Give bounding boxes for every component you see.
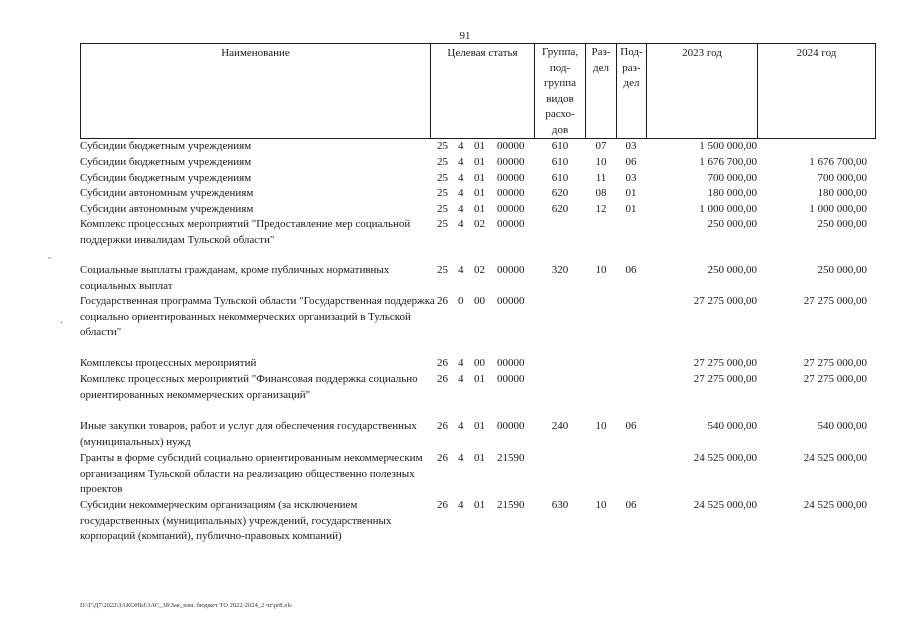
expense-group: 620 (551, 187, 569, 199)
target-article-type: 4 (458, 203, 464, 215)
target-article-program: 26 (437, 295, 448, 307)
subsection-code: 01 (625, 187, 637, 199)
target-article-type: 4 (458, 452, 464, 464)
header-divider (875, 43, 876, 139)
amount-2023: 180 000,00 (707, 187, 757, 199)
header-group-line: под- (549, 61, 571, 74)
header-group-line: Группа, (542, 46, 578, 58)
target-article-direction: 00000 (497, 264, 525, 276)
expense-group: 610 (551, 156, 569, 168)
target-article-program: 26 (437, 373, 448, 385)
target-article-subtype: 02 (474, 218, 485, 230)
target-article-subtype: 01 (474, 187, 485, 199)
table-header (80, 43, 876, 139)
target-article-direction: 21590 (497, 452, 525, 464)
target-article-direction: 00000 (497, 218, 525, 230)
header-group-line: расхо- (545, 108, 575, 120)
row-name: Комплексы процессных мероприятий (80, 357, 257, 369)
target-article-program: 25 (437, 203, 448, 215)
target-article-type: 4 (458, 140, 464, 152)
target-article-program: 25 (437, 264, 448, 276)
target-article-type: 4 (458, 264, 464, 276)
amount-2024: 27 275 000,00 (803, 357, 867, 369)
expense-group: 630 (551, 499, 569, 511)
amount-2024: 700 000,00 (817, 172, 867, 184)
target-article-direction: 00000 (497, 203, 525, 215)
amount-2023: 1 676 700,00 (699, 156, 757, 168)
header-subsection-line: раз- (622, 61, 641, 74)
target-article-program: 25 (437, 218, 448, 230)
target-article-program: 26 (437, 499, 448, 511)
target-article-program: 25 (437, 156, 448, 168)
section-code: 12 (595, 203, 607, 215)
target-article-program: 25 (437, 140, 448, 152)
section-code: 10 (595, 420, 607, 432)
target-article-program: 25 (437, 172, 448, 184)
target-article-program: 26 (437, 357, 448, 369)
amount-2023: 250 000,00 (707, 264, 757, 276)
target-article-subtype: 01 (474, 373, 485, 385)
amount-2024: 540 000,00 (817, 420, 867, 432)
row-name: Субсидии бюджетным учреждениям (80, 140, 252, 152)
target-article-type: 4 (458, 187, 464, 199)
target-article-subtype: 01 (474, 156, 485, 168)
row-name: Государственная программа Тульской области "Государственная поддержка социально ориентированных некоммерческих организаций в Тульской области" (80, 295, 435, 338)
amount-2023: 1 500 000,00 (699, 140, 757, 152)
amount-2023: 27 275 000,00 (693, 373, 757, 385)
amount-2023: 1 000 000,00 (699, 203, 757, 215)
amount-2023: 540 000,00 (707, 420, 757, 432)
target-article-direction: 00000 (497, 295, 525, 307)
amount-2023: 27 275 000,00 (693, 295, 757, 307)
target-article-direction: 00000 (497, 172, 525, 184)
subsection-code: 03 (625, 172, 637, 184)
amount-2024: 1 676 700,00 (809, 156, 867, 168)
header-target-article: Целевая статья (447, 47, 518, 59)
target-article-direction: 00000 (497, 187, 525, 199)
row-name: Субсидии некоммерческим организациям (за исключением государственных (муниципальных) учреждений, государственных корпораций (компаний), публично-правовых компаний) (80, 499, 392, 542)
expense-group: 610 (551, 140, 569, 152)
expense-group: 610 (551, 172, 569, 184)
section-code: 10 (595, 499, 607, 511)
header-group-line: дов (551, 123, 569, 136)
section-code: 10 (595, 156, 607, 168)
section-code: 08 (595, 187, 607, 199)
target-article-subtype: 01 (474, 499, 485, 511)
row-name: Субсидии автономным учреждениям (80, 203, 254, 215)
row-name: Субсидии бюджетным учреждениям (80, 172, 252, 184)
target-article-type: 4 (458, 357, 464, 369)
amount-2024: 1 000 000,00 (809, 203, 867, 215)
margin-mark: ˝ (48, 257, 52, 268)
row-name: Комплекс процессных мероприятий "Финансовая поддержка социально ориентированных некоммерческих организаций" (80, 373, 418, 401)
header-section (586, 45, 616, 76)
target-article-subtype: 01 (474, 172, 485, 184)
header-group-line: видов (546, 92, 574, 105)
target-article-direction: 00000 (497, 420, 525, 432)
header-group-line: группа (543, 77, 577, 89)
header-group (535, 45, 585, 138)
target-article-type: 4 (458, 156, 464, 168)
target-article-type: 4 (458, 373, 464, 385)
expense-group: 620 (551, 203, 569, 215)
subsection-code: 01 (625, 203, 637, 215)
row-name: Комплекс процессных мероприятий "Предоставление мер социальной поддержки инвалидам Тульской области" (80, 218, 411, 246)
subsection-code: 06 (625, 420, 637, 432)
target-article-program: 26 (437, 452, 448, 464)
target-article-direction: 21590 (497, 499, 525, 511)
margin-mark: · (60, 318, 64, 329)
expense-group: 320 (551, 264, 569, 276)
row-name: Социальные выплаты гражданам, кроме публичных нормативных социальных выплат (80, 264, 390, 292)
target-article-subtype: 01 (474, 203, 485, 215)
amount-2024: 180 000,00 (817, 187, 867, 199)
subsection-code: 03 (625, 140, 637, 152)
row-name: Субсидии бюджетным учреждениям (80, 156, 252, 168)
target-article-type: 0 (458, 295, 464, 307)
amount-2023: 700 000,00 (707, 172, 757, 184)
target-article-type: 4 (458, 420, 464, 432)
target-article-direction: 00000 (497, 140, 525, 152)
section-code: 07 (595, 140, 607, 152)
row-name: Гранты в форме субсидий социально ориентированным некоммерческим организациям Тульской области на реализацию общественно полезных проектов (80, 452, 423, 495)
amount-2024: 24 525 000,00 (803, 499, 867, 511)
target-article-subtype: 00 (474, 295, 485, 307)
target-article-subtype: 02 (474, 264, 485, 276)
header-name: Наименование (221, 47, 290, 59)
header-subsection-line: Под- (620, 46, 643, 58)
section-code: 11 (595, 172, 607, 184)
target-article-subtype: 01 (474, 140, 485, 152)
target-article-program: 26 (437, 420, 448, 432)
header-year-2024: 2024 год (796, 47, 837, 59)
amount-2023: 24 525 000,00 (693, 452, 757, 464)
target-article-type: 4 (458, 172, 464, 184)
section-code: 10 (595, 264, 607, 276)
expense-group: 240 (551, 420, 569, 432)
amount-2024: 27 275 000,00 (803, 373, 867, 385)
header-section-line: Раз- (591, 46, 611, 58)
amount-2023: 24 525 000,00 (693, 499, 757, 511)
target-article-direction: 00000 (497, 373, 525, 385)
header-section-line: дел (593, 61, 609, 74)
subsection-code: 06 (625, 499, 637, 511)
amount-2024: 27 275 000,00 (803, 295, 867, 307)
row-name: Иные закупки товаров, работ и услуг для обеспечения государственных (муниципальных) нужд (80, 420, 417, 448)
page-number: 91 (459, 30, 471, 42)
row-name: Субсидии автономным учреждениям (80, 187, 254, 199)
amount-2024: 250 000,00 (817, 218, 867, 230)
target-article-direction: 00000 (497, 357, 525, 369)
header-year-2023: 2023 год (682, 47, 722, 59)
subsection-code: 06 (625, 264, 637, 276)
amount-2024: 250 000,00 (817, 264, 867, 276)
file-path-footer: D:\Г\Д7\2022\ЗАКОНЫ\ЗАС_38\Зак_изм. бюджет ТО 2022-2024_2 чт\pr8.xls (80, 602, 292, 609)
amount-2023: 27 275 000,00 (693, 357, 757, 369)
target-article-subtype: 00 (474, 357, 485, 369)
header-subsection (617, 45, 646, 92)
subsection-code: 06 (625, 156, 637, 168)
target-article-program: 25 (437, 187, 448, 199)
header-subsection-line: дел (623, 77, 640, 89)
target-article-type: 4 (458, 499, 464, 511)
amount-2023: 250 000,00 (707, 218, 757, 230)
target-article-subtype: 01 (474, 420, 485, 432)
target-article-subtype: 01 (474, 452, 485, 464)
amount-2024: 24 525 000,00 (803, 452, 867, 464)
target-article-direction: 00000 (497, 156, 525, 168)
target-article-type: 4 (458, 218, 464, 230)
